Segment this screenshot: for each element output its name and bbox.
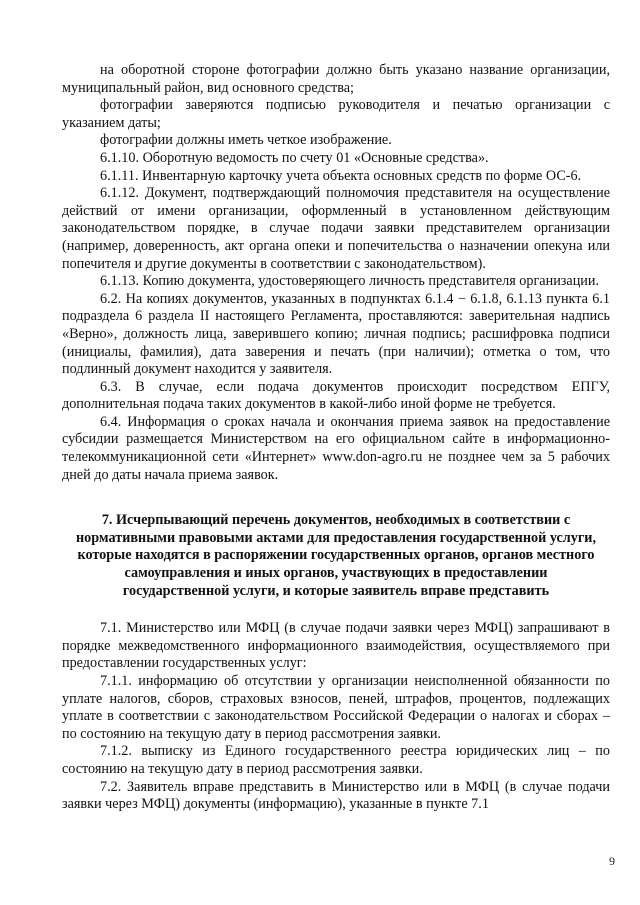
document-body [62, 62, 610, 814]
paragraph: фотографии должны иметь четкое изображение. [100, 132, 392, 149]
paragraph: 7.1.1. информацию об отсутствии у организации неисполненной обязанности по уплате налогов, сборов, страховых взносов, пеней, штрафов, процентов, подлежащих уплате в соответствии с законодательством Российской Федерации о налогах и сборах – по состоянию на текущую дату в период рассмотрения заявки. [62, 673, 610, 742]
spacer [62, 484, 610, 512]
paragraph: 7.1.2. выписку из Единого государственного реестра юридических лиц – по состоянию на текущую дату в период рассмотрения заявки. [62, 743, 610, 777]
paragraph: 7.2. Заявитель вправе представить в Министерство или в МФЦ (в случае подачи заявки через МФЦ) документы (информацию), указанные в пункте 7.1 [62, 778, 610, 813]
paragraph: 6.1.11. Инвентарную карточку учета объекта основных средств по форме ОС-6. [100, 167, 582, 184]
paragraph: 6.1.12. Документ, подтверждающий полномочия представителя на осуществление действий от имени организации, оформленный в установленном действующим законодательством порядке, в случае подачи заявки представителем организации (например, доверенность, акт органа опеки и попечительства о назначении опекуна или попечителя и другие документы в соответствии с законодательством). [62, 185, 610, 272]
section-heading: 7. Исчерпывающий перечень документов, необходимых в соответствии с нормативными правовыми актами для предоставления государственной услуги, которые находятся в распоряжении государственных органов, органов местного самоуправления и иных органов, участвующих в предоставлении государственной услуги, и которые заявитель вправе представить [75, 512, 596, 599]
page-number: 9 [609, 854, 615, 868]
paragraph: 6.1.13. Копию документа, удостоверяющего личность представителя организации. [100, 273, 600, 290]
spacer [62, 600, 610, 620]
paragraph: 6.4. Информация о сроках начала и окончания приема заявок на предоставление субсидии размещается Министерством на его официальном сайте в информационно-телекоммуникационной сети «Интернет» www.don-agro.ru не позднее чем за 5 рабочих дней до даты начала приема заявок. [62, 413, 610, 483]
paragraph: 7.1. Министерство или МФЦ (в случае подачи заявки через МФЦ) запрашивают в порядке межведомственного информационного взаимодействия, осуществляемого при предоставлении государственных услуг: [62, 620, 610, 672]
paragraph: на оборотной стороне фотографии должно быть указано название организации, муниципальный район, вид основного средства; [62, 62, 610, 96]
paragraph: фотографии заверяются подписью руководителя и печатью организации с указанием даты; [62, 97, 610, 131]
paragraph: 6.2. На копиях документов, указанных в подпунктах 6.1.4 − 6.1.8, 6.1.13 пункта 6.1 подраздела 6 раздела II настоящего Регламента, проставляются: заверительная надпись «Верно», должность лица, заверившего копию; личная подпись; расшифровка подписи (инициалы, фамилия), дата заверения и печать (при наличии); отметка о том, что подлинный документ находится у заявителя. [62, 290, 610, 378]
paragraph: 6.1.10. Оборотную ведомость по счету 01 «Основные средства». [100, 149, 489, 166]
paragraph: 6.3. В случае, если подача документов происходит посредством ЕПГУ, дополнительная подача таких документов в какой-либо иной форме не требуется. [62, 378, 610, 413]
